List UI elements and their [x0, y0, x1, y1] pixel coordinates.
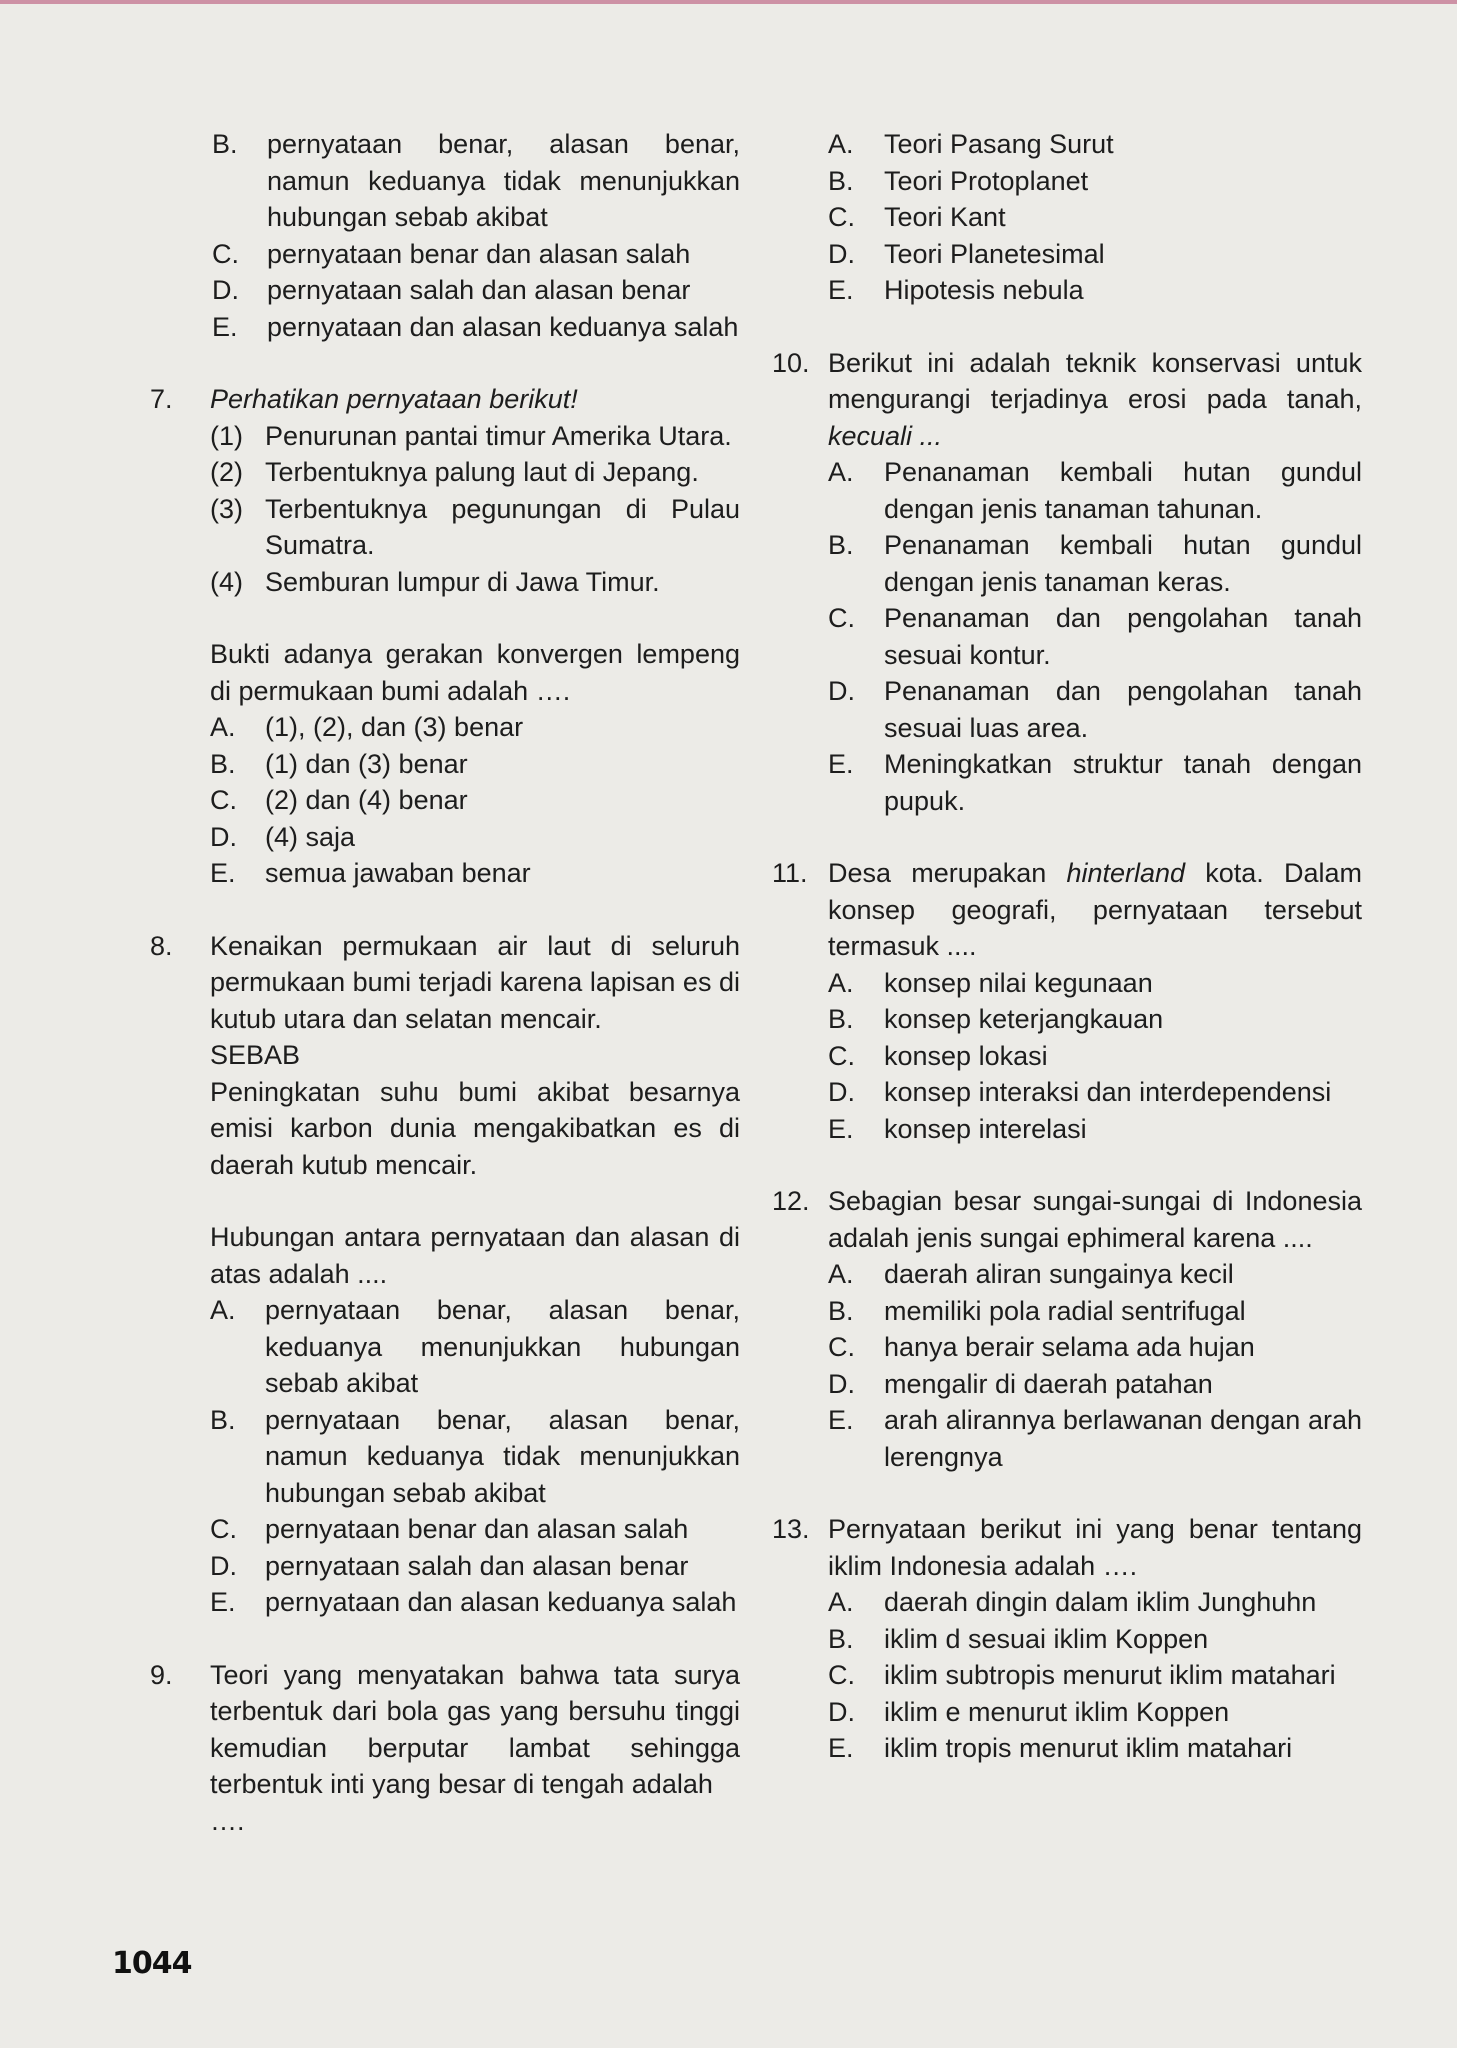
- option-text: pernyataan salah dan alasan benar: [267, 275, 691, 305]
- option-text: pernyataan benar, alasan benar, namun keduanya tidak menunjukkan hubungan sebab akibat: [267, 129, 740, 232]
- statement-number: (3): [210, 493, 243, 524]
- option-letter: C.: [828, 1332, 855, 1362]
- option-text: konsep lokasi: [884, 1040, 1048, 1071]
- option-letter: D.: [828, 238, 855, 269]
- question-12: [772, 1183, 1362, 1475]
- option[interactable]: [828, 1038, 1362, 1075]
- option-text: pernyataan benar, alasan benar, keduanya menunjukkan hubungan sebab akibat: [265, 1295, 740, 1398]
- option-text: Teori Protoplanet: [884, 165, 1089, 196]
- option-letter: A.: [828, 1587, 854, 1617]
- question-7: [150, 381, 740, 892]
- option-letter: A.: [210, 1295, 236, 1325]
- option-letter: C.: [210, 785, 237, 815]
- option-text: Teori Planetesimal: [884, 238, 1105, 269]
- option[interactable]: [828, 746, 1362, 819]
- option-text: (4) saja: [265, 821, 356, 852]
- question-9: [150, 1657, 740, 1840]
- option[interactable]: [210, 1402, 740, 1512]
- question-text: Pernyataan berikut ini yang benar tentang iklim Indonesia adalah ….: [828, 1514, 1362, 1581]
- question-text: Sebagian besar sungai-sungai di Indonesia adalah jenis sungai ephimeral karena ....: [828, 1186, 1362, 1253]
- option-text: pernyataan dan alasan keduanya salah: [267, 311, 739, 342]
- statement-number: (4): [210, 566, 243, 597]
- option-text: iklim tropis menurut iklim matahari: [884, 1733, 1293, 1763]
- option-letter: D.: [212, 275, 239, 305]
- option-text: (1), (2), dan (3) benar: [265, 712, 524, 742]
- option-text: memiliki pola radial sentrifugal: [884, 1295, 1246, 1326]
- option-letter: C.: [210, 1514, 237, 1544]
- option-text: pernyataan benar dan alasan salah: [267, 238, 691, 269]
- option[interactable]: [828, 454, 1362, 527]
- question-italic: kecuali ...: [828, 420, 943, 451]
- option-text: Hipotesis nebula: [884, 275, 1084, 305]
- statement-text: Penurunan pantai timur Amerika Utara.: [265, 420, 732, 451]
- option-text: (1) dan (3) benar: [265, 748, 468, 779]
- option-text: iklim e menurut iklim Koppen: [884, 1696, 1230, 1727]
- question-9-continued: [772, 126, 1362, 309]
- left-column: [150, 126, 740, 1875]
- option-letter: D.: [828, 676, 855, 706]
- option-letter: D.: [828, 1077, 855, 1107]
- option[interactable]: [828, 1001, 1362, 1038]
- question-reason: Peningkatan suhu bumi akibat besarnya emisi karbon dunia mengakibatkan es di daerah kutub mencair.: [210, 1076, 740, 1180]
- option-text: konsep interaksi dan interdependensi: [884, 1077, 1332, 1107]
- option-letter: E.: [828, 1733, 854, 1763]
- question-before: Desa merupakan: [828, 858, 1047, 888]
- option[interactable]: [828, 236, 1362, 273]
- option-letter: B.: [828, 165, 854, 196]
- option[interactable]: [828, 272, 1362, 309]
- option[interactable]: [828, 126, 1362, 163]
- option-letter: C.: [828, 603, 855, 633]
- option[interactable]: [212, 309, 740, 346]
- option-text: semua jawaban benar: [265, 858, 531, 888]
- option-text: Penanaman kembali hutan gundul dengan jenis tanaman tahunan.: [884, 457, 1362, 524]
- option[interactable]: [828, 199, 1362, 236]
- question-number: 11.: [772, 858, 808, 888]
- question-intro: Perhatikan pernyataan berikut!: [210, 384, 578, 414]
- option-text: mengalir di daerah patahan: [884, 1368, 1213, 1399]
- option-letter: B.: [212, 129, 238, 159]
- option-text: pernyataan benar dan alasan salah: [265, 1514, 689, 1544]
- statement: [210, 491, 740, 564]
- option-text: konsep keterjangkauan: [884, 1004, 1164, 1034]
- option-text: Penanaman dan pengolahan tanah sesuai luas area.: [884, 676, 1362, 743]
- page-number: 1044: [112, 1946, 192, 1981]
- question-text: Hubungan antara pernyataan dan alasan di atas adalah ....: [210, 1222, 740, 1289]
- option-letter: A.: [828, 129, 854, 159]
- option-letter: B.: [828, 1295, 854, 1326]
- option-text: iklim subtropis menurut iklim matahari: [884, 1660, 1336, 1690]
- statement-text: Terbentuknya pegunungan di Pulau Sumatra.: [265, 493, 740, 560]
- option-letter: E.: [210, 1587, 236, 1617]
- option[interactable]: [210, 1292, 740, 1402]
- question-statement: Kenaikan permukaan air laut di seluruh permukaan bumi terjadi karena lapisan es di kutub utara dan selatan mencair.: [210, 930, 740, 1034]
- option[interactable]: [828, 1621, 1362, 1658]
- option-text: pernyataan benar, alasan benar, namun keduanya tidak menunjukkan hubungan sebab akibat: [265, 1404, 740, 1508]
- option-letter: B.: [828, 530, 854, 560]
- option-letter: D.: [828, 1696, 855, 1727]
- statement: [210, 418, 740, 455]
- statement: [210, 454, 740, 491]
- question-text: [828, 345, 1362, 455]
- option[interactable]: [210, 855, 740, 892]
- option-letter: A.: [828, 1259, 854, 1289]
- option-text: konsep nilai kegunaan: [884, 967, 1153, 998]
- option[interactable]: [210, 782, 740, 819]
- option[interactable]: [210, 1548, 740, 1585]
- option-text: daerah aliran sungainya kecil: [884, 1259, 1234, 1289]
- option-text: Teori Kant: [884, 202, 1006, 232]
- question-11: [772, 855, 1362, 1147]
- question-number: 12.: [772, 1186, 810, 1216]
- option-letter: C.: [828, 202, 855, 232]
- option[interactable]: [828, 1111, 1362, 1148]
- option-text: Teori Pasang Surut: [884, 129, 1114, 159]
- option-letter: C.: [828, 1040, 855, 1071]
- option[interactable]: [828, 1402, 1362, 1475]
- option[interactable]: [828, 1694, 1362, 1731]
- option[interactable]: [828, 673, 1362, 746]
- option-text: Meningkatkan struktur tanah dengan pupuk.: [884, 749, 1362, 816]
- option[interactable]: [828, 1256, 1362, 1293]
- option[interactable]: [212, 236, 740, 273]
- option-text: arah alirannya berlawanan dengan arah lerengnya: [884, 1405, 1362, 1472]
- question-number: 7.: [150, 384, 173, 414]
- option[interactable]: [210, 709, 740, 746]
- option-letter: A.: [828, 967, 854, 998]
- option-letter: B.: [828, 1623, 854, 1654]
- option[interactable]: [210, 746, 740, 783]
- option-text: daerah dingin dalam iklim Junghuhn: [884, 1587, 1317, 1617]
- option-text: konsep interelasi: [884, 1113, 1087, 1144]
- question-text: Teori yang menyatakan bahwa tata surya terbentuk dari bola gas yang bersuhu tinggi kemudian berputar lambat sehingga terbentuk inti yang besar di tengah adalah: [210, 1659, 740, 1799]
- option-text: iklim d sesuai iklim Koppen: [884, 1623, 1209, 1654]
- option[interactable]: [210, 1584, 740, 1621]
- option-letter: E.: [828, 275, 854, 305]
- top-color-band: [0, 0, 1457, 4]
- option-text: Penanaman dan pengolahan tanah sesuai kontur.: [884, 603, 1362, 670]
- option[interactable]: [828, 1730, 1362, 1767]
- option[interactable]: [212, 272, 740, 309]
- statement-number: (2): [210, 457, 243, 487]
- option[interactable]: [828, 1074, 1362, 1111]
- option-letter: D.: [210, 1550, 237, 1581]
- option-text: pernyataan salah dan alasan benar: [265, 1550, 689, 1581]
- option[interactable]: [828, 1366, 1362, 1403]
- option[interactable]: [210, 819, 740, 856]
- question-text: Bukti adanya gerakan konvergen lempeng di permukaan bumi adalah ….: [210, 639, 740, 706]
- question-ellipsis: ….: [210, 1805, 245, 1836]
- option[interactable]: [828, 1293, 1362, 1330]
- option[interactable]: [828, 965, 1362, 1002]
- option-text: pernyataan dan alasan keduanya salah: [265, 1587, 737, 1617]
- question-italic: hinterland: [1066, 858, 1186, 888]
- option-letter: C.: [212, 238, 239, 269]
- question-6-continued: [150, 126, 740, 345]
- statement-number: (1): [210, 420, 243, 451]
- option[interactable]: [212, 126, 740, 236]
- option[interactable]: [828, 1329, 1362, 1366]
- option-letter: D.: [828, 1368, 855, 1399]
- option-text: (2) dan (4) benar: [265, 785, 468, 815]
- statement-text: Terbentuknya palung laut di Jepang.: [265, 457, 699, 487]
- option[interactable]: [210, 1511, 740, 1548]
- question-13: [772, 1511, 1362, 1767]
- question-number: 13.: [772, 1514, 810, 1544]
- statement: [210, 564, 740, 601]
- option[interactable]: [828, 527, 1362, 600]
- question-connector: SEBAB: [210, 1040, 301, 1070]
- option-text: hanya berair selama ada hujan: [884, 1332, 1255, 1362]
- question-main: Berikut ini adalah teknik konservasi untuk mengurangi terjadinya erosi pada tanah,: [828, 347, 1362, 414]
- option[interactable]: [828, 163, 1362, 200]
- right-column: [772, 126, 1362, 1803]
- question-10: [772, 345, 1362, 820]
- option-letter: B.: [210, 748, 236, 779]
- question-after: kota. Dalam konsep geografi, pernyataan tersebut termasuk ....: [828, 858, 1362, 961]
- question-8: [150, 928, 740, 1621]
- option-letter: C.: [828, 1660, 855, 1690]
- statement-text: Semburan lumpur di Jawa Timur.: [265, 566, 660, 597]
- option-letter: B.: [828, 1004, 854, 1034]
- question-number: 9.: [150, 1659, 173, 1690]
- option-letter: E.: [828, 1405, 854, 1435]
- option[interactable]: [828, 1584, 1362, 1621]
- option-letter: E.: [828, 749, 854, 779]
- option-letter: A.: [828, 457, 854, 487]
- option[interactable]: [828, 600, 1362, 673]
- question-text: [828, 855, 1362, 965]
- option-letter: E.: [210, 858, 236, 888]
- option-letter: E.: [828, 1113, 854, 1144]
- option[interactable]: [828, 1657, 1362, 1694]
- option-letter: B.: [210, 1404, 236, 1435]
- question-number: 10.: [772, 347, 810, 378]
- option-text: Penanaman kembali hutan gundul dengan jenis tanaman keras.: [884, 530, 1362, 597]
- option-letter: E.: [212, 311, 238, 342]
- question-number: 8.: [150, 930, 173, 961]
- option-letter: A.: [210, 712, 236, 742]
- option-letter: D.: [210, 821, 237, 852]
